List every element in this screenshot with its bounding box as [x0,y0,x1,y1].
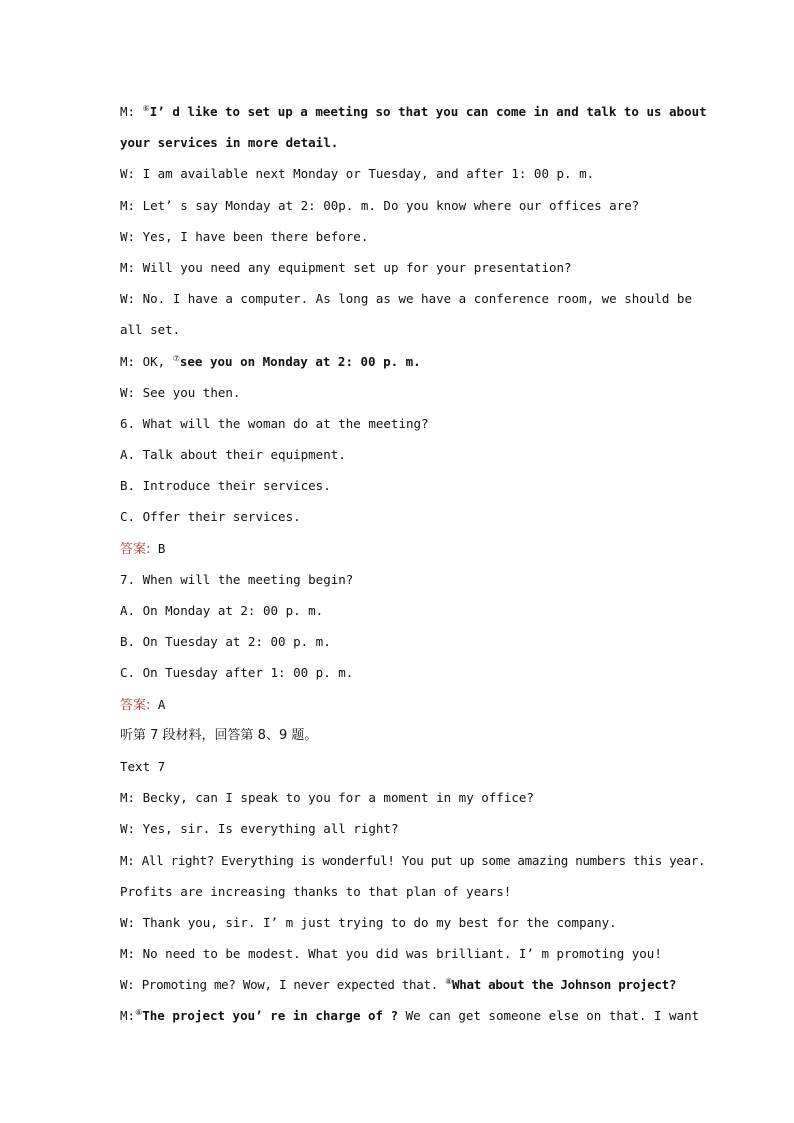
dialogue-line [120,163,680,194]
speaker-label: M: [120,946,136,962]
dialogue-text: Let’ s say Monday at 2: 00p. m. Do you know where our offices are? [142,197,640,213]
dialogue-text: Yes, sir. Is everything all right? [142,821,399,837]
question-7: 7. When will the meeting begin? [120,571,354,587]
note-marker: ⑧ [135,1008,143,1018]
speaker-label: M: [120,1008,136,1024]
option-b: B. Introduce their services. [120,478,331,494]
dialogue-line [120,818,680,849]
answer-label: 答案: [120,697,151,713]
speaker-label: W: [120,228,136,244]
speaker-label: W: [120,914,136,930]
speaker-label: M: [120,259,136,275]
dialogue-line [120,195,680,226]
dialogue-text: I am available next Monday or Tuesday, and after 1: 00 p. m. [142,166,595,182]
dialogue-text: Becky, can I speak to you for a moment in my office? [142,790,534,806]
dialogue-line [120,943,680,974]
option-a: A. Talk about their equipment. [120,447,346,463]
dialogue-text: No. I have a computer. As long as we have a conference room, we should be [142,291,692,307]
speaker-label: M: [120,104,136,119]
key-sentence: What about the Johnson project? [452,977,677,993]
dialogue-text: OK, [142,353,173,369]
dialogue-line [120,974,680,1005]
dialogue-text: We can get someone else on that. I want [398,1008,700,1024]
speaker-label: M: [120,353,136,369]
dialogue-line [120,787,680,818]
dialogue-text: Yes, I have been there before. [142,228,369,244]
speaker-label: M: [120,852,135,868]
dialogue-text: See you then. [142,384,241,400]
speaker-label: W: [120,291,136,307]
option-b: B. On Tuesday at 2: 00 p. m. [120,634,331,650]
dialogue-text: No need to be modest. What you did was brilliant. I’ m promoting you! [142,946,662,962]
option-c: C. Offer their services. [120,509,301,525]
question-6: 6. What will the woman do at the meeting? [120,415,429,431]
speaker-label: M: [120,197,136,213]
answer-label: 答案: [120,541,151,557]
dialogue-line-continued: your services in more detail. [120,135,339,151]
key-sentence: The project you’ re in charge of ? [142,1008,399,1024]
dialogue-line [120,257,680,288]
answer-value: A [150,696,166,712]
dialogue-line [120,288,692,319]
dialogue-line [120,226,680,257]
speaker-label: W: [120,821,136,837]
dialogue-text: Thank you, sir. I’ m just trying to do my best for the company. [142,914,617,930]
speaker-label: W: [120,166,136,182]
answer-line [120,538,680,569]
note-marker: ⑧ [445,977,453,987]
dialogue-line [120,1005,700,1036]
dialogue-line [120,912,680,943]
document-page [120,101,707,1037]
section-instruction: 听第 7 段材料，回答第 8、9 题。 [120,727,318,743]
text-heading: Text 7 [120,758,166,774]
option-a: A. On Monday at 2: 00 p. m. [120,603,324,618]
dialogue-line [120,850,706,881]
key-sentence: I’ d like to set up a meeting so that you can come in and talk to us about [149,104,707,119]
dialogue-text: Will you need any equipment set up for your presentation? [142,259,572,275]
dialogue-text: All right? Everything is wonderful! You put up some amazing numbers this year. [141,852,706,868]
speaker-label: W: [120,384,136,400]
dialogue-text: Promoting me? Wow, I never expected that. [141,977,446,993]
key-sentence: see you on Monday at 2: 00 p. m. [179,353,421,369]
dialogue-line-continued: all set. [120,322,181,338]
note-marker: ⑥ [142,103,150,113]
speaker-label: W: [120,977,135,993]
dialogue-line-continued: Profits are increasing thanks to that plan of years! [120,883,512,899]
note-marker: ⑦ [172,353,180,363]
dialogue-line [120,351,680,382]
answer-value: B [150,540,166,556]
speaker-label: M: [120,790,136,806]
answer-line [120,694,680,725]
option-c: C. On Tuesday after 1: 00 p. m. [120,665,354,681]
dialogue-line [120,382,680,413]
dialogue-line [120,101,707,132]
